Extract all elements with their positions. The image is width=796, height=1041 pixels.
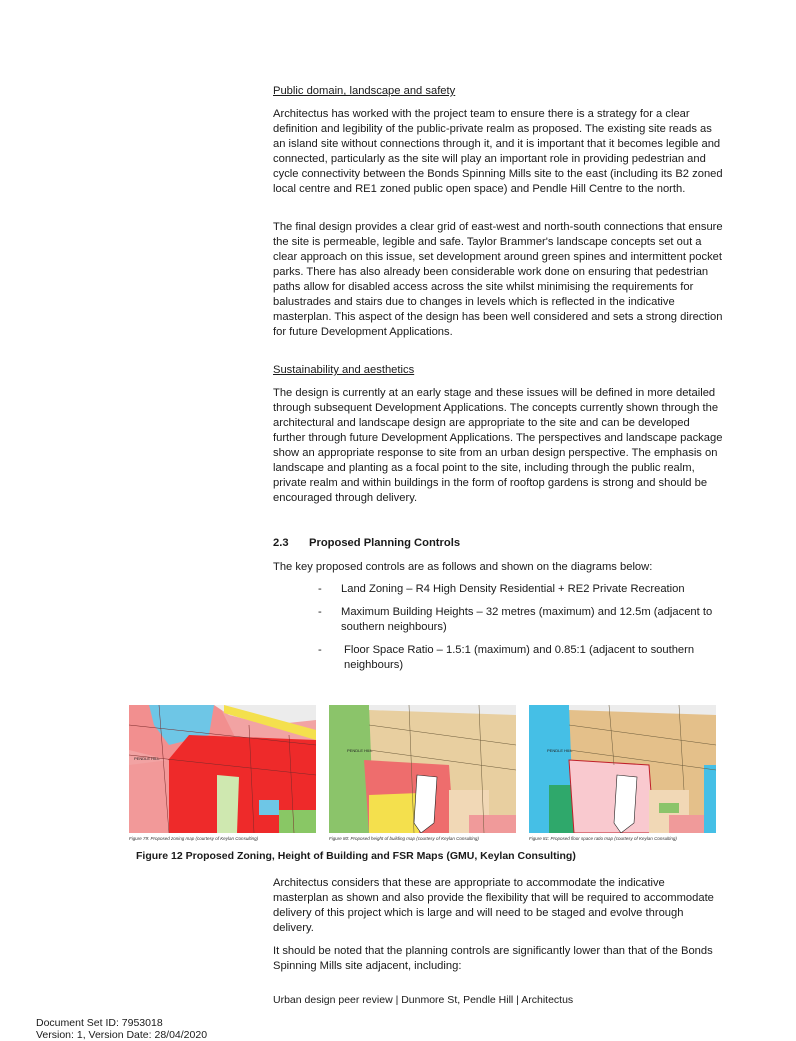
- bullet-marker: -: [318, 644, 322, 656]
- height-map: [329, 705, 516, 833]
- section-number: 2.3: [273, 537, 289, 549]
- section-sustainability: [273, 363, 723, 378]
- paragraph: The final design provides a clear grid of east-west and north-south connections that ensure the site is permeable, legible and safe. Taylor Brammer's landscape concepts set out a clear approach on this issue, set development around green spines and intermittent pocket parks. There has also already been considerable work done on ensuring that pedestrian paths allow for disabled access across the site whilst minimising the requirements for balustrades and stairs due to changes in levels which is reflected in the indicative masterplan. This aspect of the design has been well considered and sets a strong direction for future Development Applications.: [273, 221, 723, 338]
- figure-caption: Figure 12 Proposed Zoning, Height of Building and FSR Maps (GMU, Keylan Consulting): [136, 850, 576, 862]
- document-version: Version: 1, Version Date: 28/04/2020: [36, 1029, 208, 1041]
- list-item-text: Floor Space Ratio – 1.5:1 (maximum) and 0.85:1 (adjacent to southern neighbours): [344, 644, 695, 671]
- paragraph: The key proposed controls are as follows and shown on the diagrams below:: [273, 561, 653, 573]
- map-town-label: PENDLE HILL: [134, 756, 160, 761]
- paragraph: Architectus considers that these are appropriate to accommodate the indicative masterplan as shown and also provide the flexibility that will be required to accommodate delivery of this project which is large and will need to be staged and evolve through delivery.: [273, 877, 714, 934]
- bullet-marker: -: [318, 583, 322, 595]
- paragraph: The design is currently at an early stage and these issues will be defined in more detailed through subsequent Development Applications. The concepts currently shown through the architectural and landscape design are appropriate to the site and can be developed further through future Development Applications. The perspectives and landscape package show an appropriate response to site from an urban design perspective. The emphasis on landscape and planting as a focal point to the site, including through the public realm, private realm and within buildings in the form of rooftop gardens is strong and should be encouraged through delivery.: [273, 387, 723, 504]
- zoning-map: [129, 705, 316, 833]
- paragraph: Architectus has worked with the project team to ensure there is a strategy for a clear definition and legibility of the public-private realm as proposed. The existing site reads as an island site without connections through it, and it is important that it becomes legible and connected, particularly as the site will play an important role in providing pedestrian and cycle connectivity between the Bonds Spinning Mills site to the east (including its B2 zoned local centre and RE1 zoned public open space) and Pendle Hill Centre to the north.: [273, 108, 723, 195]
- section-title: [273, 537, 460, 549]
- section-title-text: Proposed Planning Controls: [309, 537, 461, 549]
- map-caption: Figure 81: Proposed floor space ratio map (courtesy of Keylan Consulting): [529, 836, 677, 841]
- map-town-label: PENDLE HILL: [347, 748, 373, 753]
- bullet-marker: -: [318, 606, 322, 618]
- page-footer: Urban design peer review | Dunmore St, Pendle Hill | Architectus: [273, 994, 574, 1006]
- paragraph: It should be noted that the planning controls are significantly lower than that of the Bonds Spinning Mills site adjacent, including:: [273, 945, 713, 972]
- section-heading: Sustainability and aesthetics: [273, 364, 415, 376]
- fsr-map: [529, 705, 716, 833]
- map-caption: Figure 80: Proposed height of building map (courtesy of Keylan Consulting): [329, 836, 479, 841]
- map-caption: Figure 79: Proposed zoning map (courtesy of Keylan Consulting): [129, 836, 259, 841]
- list-item-text: Land Zoning – R4 High Density Residential + RE2 Private Recreation: [341, 583, 685, 595]
- document-set-id: Document Set ID: 7953018: [36, 1017, 163, 1029]
- list-item-text: Maximum Building Heights – 32 metres (maximum) and 12.5m (adjacent to southern neighbours): [341, 606, 713, 633]
- section-heading: Public domain, landscape and safety: [273, 85, 456, 97]
- map-town-label: PENDLE HILL: [547, 748, 573, 753]
- section-public-domain: [273, 84, 723, 99]
